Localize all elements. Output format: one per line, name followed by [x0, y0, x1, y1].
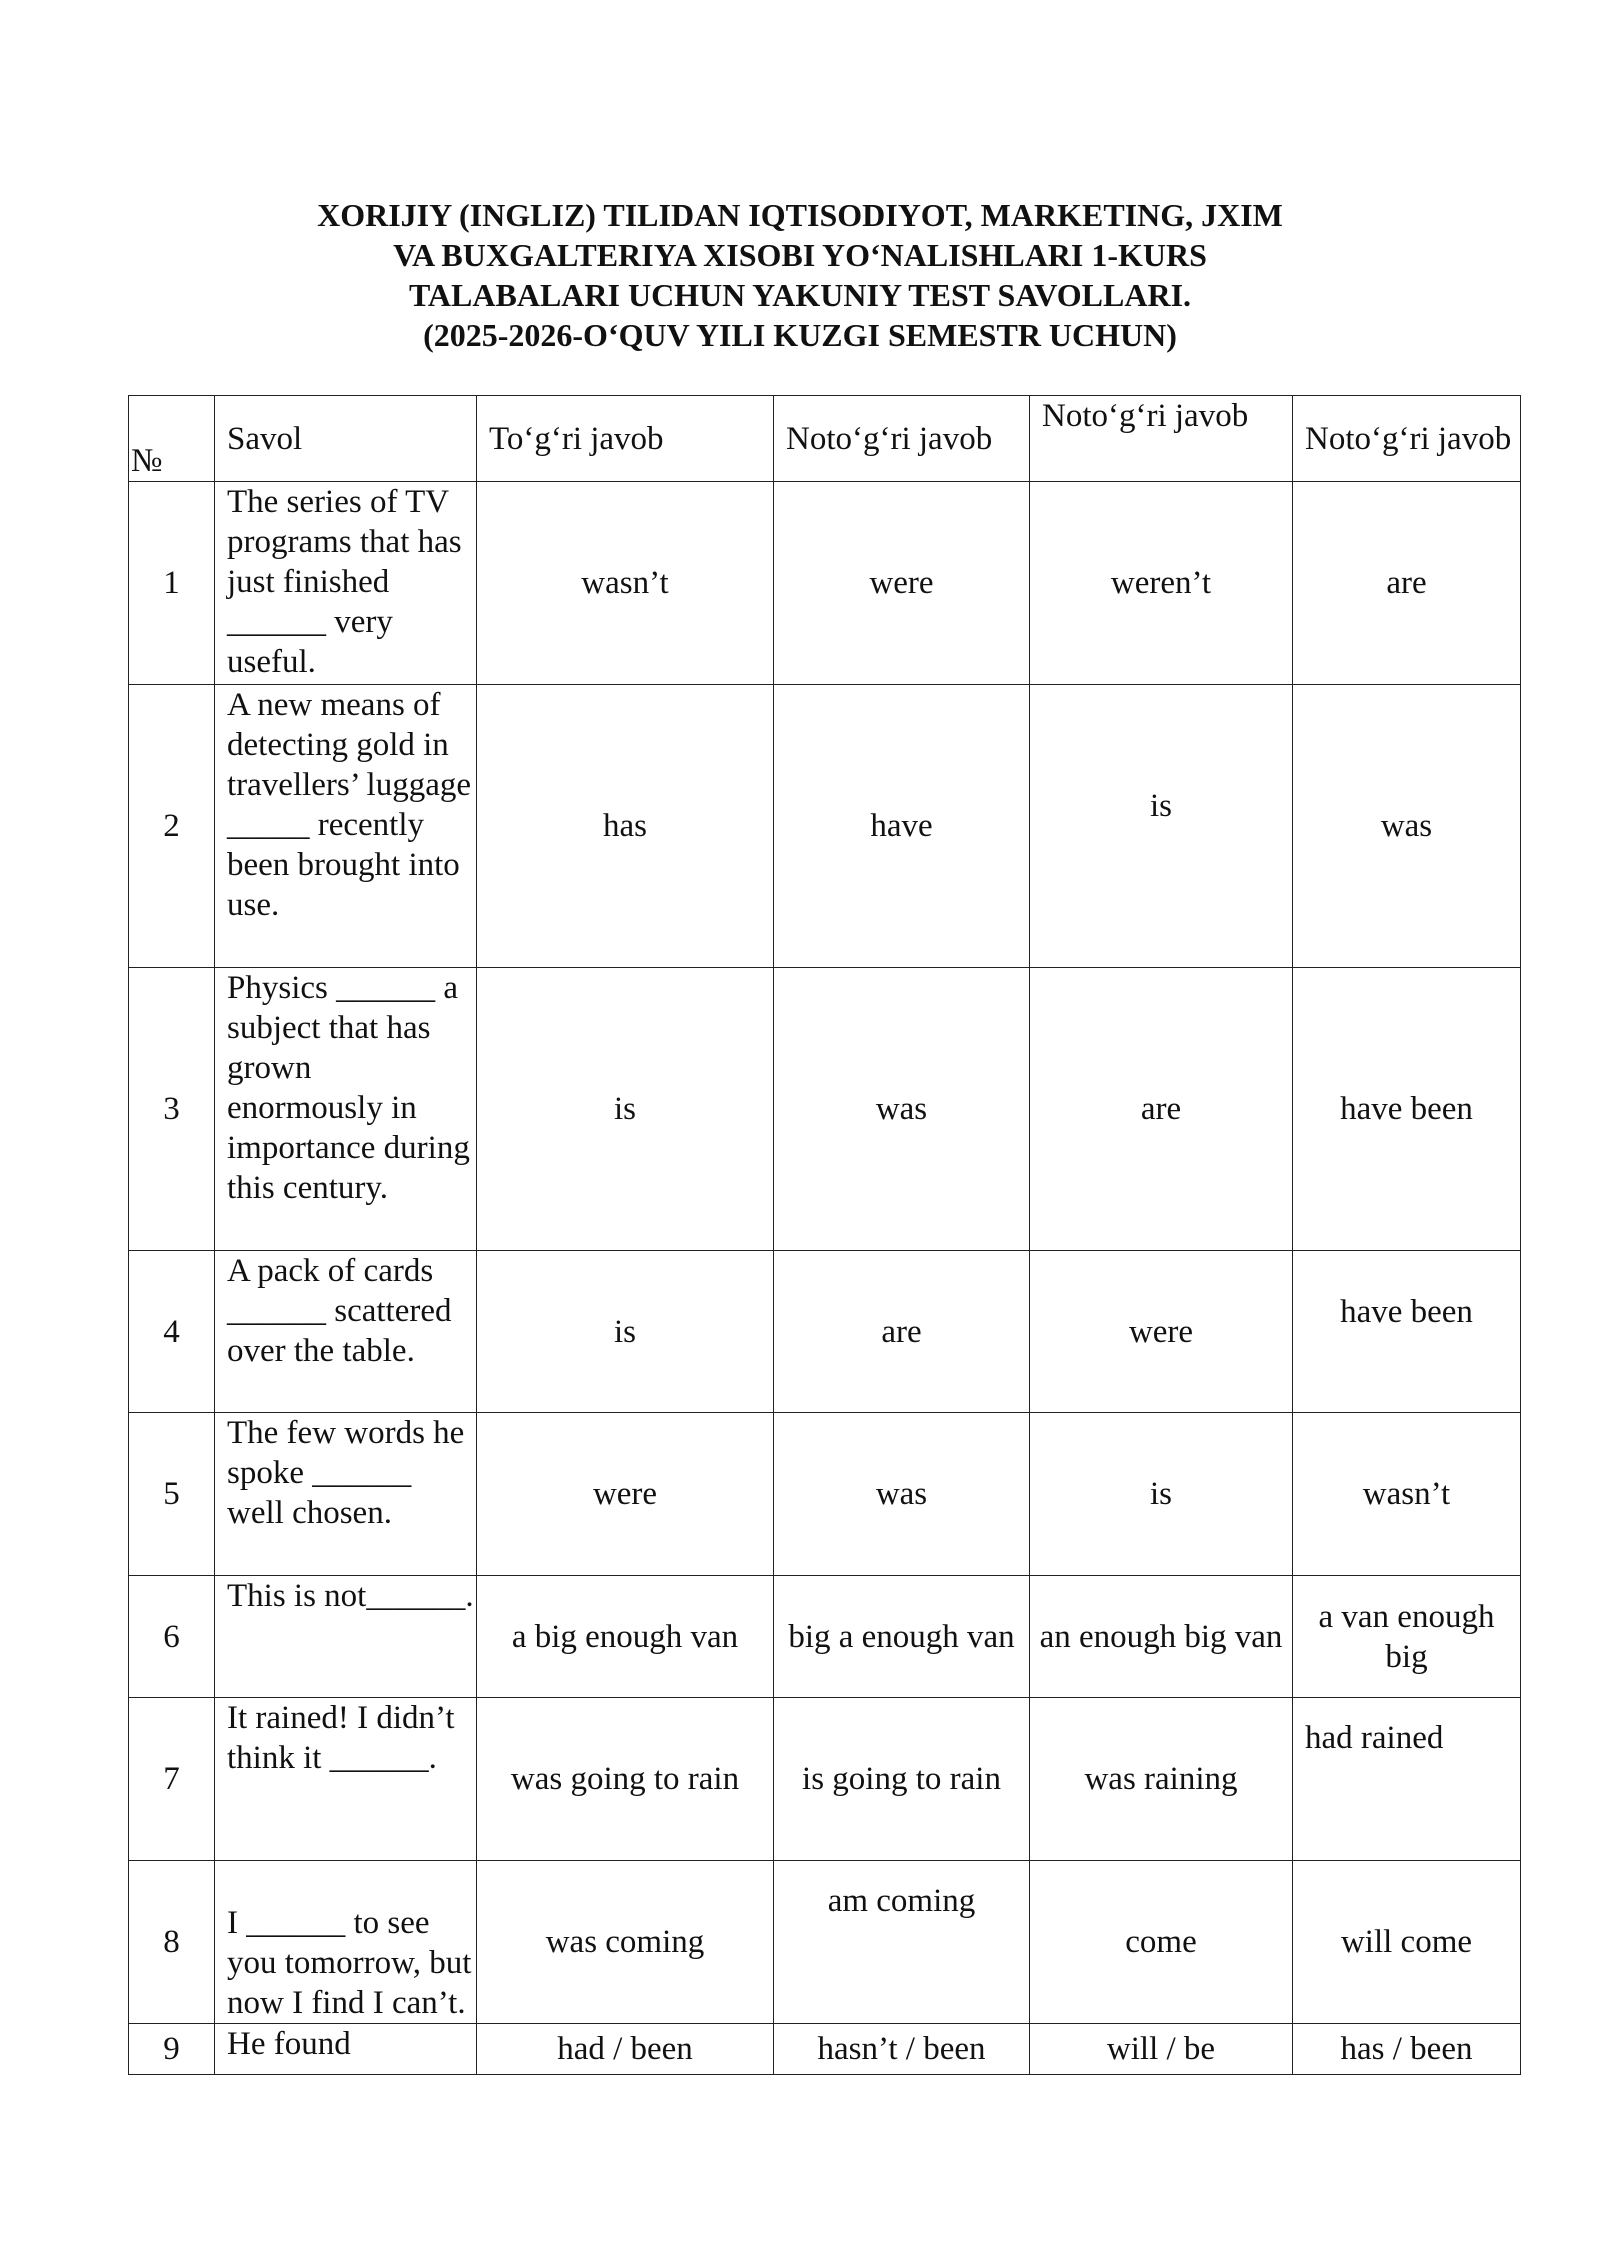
- question-text: Physics ______ a subject that has grown enormously in importance during this century.: [215, 968, 477, 1251]
- wrong-answer-1: was: [774, 968, 1030, 1251]
- correct-answer: had / been: [477, 2024, 774, 2075]
- title-line: VA BUXGALTERIYA XISOBI YO‘NALISHLARI 1-KURS: [393, 237, 1207, 273]
- wrong-answer-1: were: [774, 482, 1030, 685]
- wrong-answer-2: will / be: [1030, 2024, 1293, 2075]
- header-wrong-answer-3: Noto‘g‘ri javob: [1293, 396, 1521, 482]
- title-line: TALABALARI UCHUN YAKUNIY TEST SAVOLLARI.: [408, 277, 1192, 313]
- question-text: The few words he spoke ______ well chosen.: [215, 1413, 477, 1576]
- wrong-answer-3: had rained: [1293, 1698, 1521, 1861]
- question-text: A new means of detecting gold in travellers’ luggage _____ recently been brought into use.: [215, 685, 477, 968]
- correct-answer: wasn’t: [477, 482, 774, 685]
- header-question: Savol: [215, 396, 477, 482]
- row-number: 5: [129, 1413, 215, 1576]
- correct-answer: was coming: [477, 1861, 774, 2024]
- title-line: (2025-2026-O‘QUV YILI KUZGI SEMESTR UCHUN): [423, 317, 1177, 353]
- table-row: [129, 1861, 1521, 2024]
- row-number: 9: [129, 2024, 215, 2075]
- table-row: [129, 1251, 1521, 1413]
- table-row: [129, 685, 1521, 968]
- table-row: [129, 968, 1521, 1251]
- question-text: He found: [215, 2024, 477, 2075]
- question-text: A pack of cards ______ scattered over the table.: [215, 1251, 477, 1413]
- correct-answer: was going to rain: [477, 1698, 774, 1861]
- wrong-answer-3: a van enough big: [1293, 1576, 1521, 1698]
- header-correct-answer: To‘g‘ri javob: [477, 396, 774, 482]
- wrong-answer-3: has / been: [1293, 2024, 1521, 2075]
- question-text: This is not______.: [215, 1576, 477, 1698]
- wrong-answer-3: will come: [1293, 1861, 1521, 2024]
- row-number: 8: [129, 1861, 215, 2024]
- header-wrong-answer-2: Noto‘g‘ri javob: [1030, 396, 1293, 482]
- wrong-answer-2: weren’t: [1030, 482, 1293, 685]
- row-number: 2: [129, 685, 215, 968]
- wrong-answer-2: is: [1030, 1413, 1293, 1576]
- wrong-answer-1: was: [774, 1413, 1030, 1576]
- header-number: №: [129, 396, 215, 482]
- wrong-answer-2: is: [1030, 685, 1293, 968]
- table-row: [129, 482, 1521, 685]
- wrong-answer-2: an enough big van: [1030, 1576, 1293, 1698]
- wrong-answer-3: are: [1293, 482, 1521, 685]
- correct-answer: were: [477, 1413, 774, 1576]
- row-number: 6: [129, 1576, 215, 1698]
- row-number: 4: [129, 1251, 215, 1413]
- wrong-answer-1: hasn’t / been: [774, 2024, 1030, 2075]
- wrong-answer-1: is going to rain: [774, 1698, 1030, 1861]
- correct-answer: has: [477, 685, 774, 968]
- row-number: 1: [129, 482, 215, 685]
- test-questions-table: [128, 395, 1521, 2075]
- question-text: It rained! I didn’t think it ______.: [215, 1698, 477, 1861]
- question-text: The series of TV programs that has just finished ______ very useful.: [215, 482, 477, 685]
- table-row: [129, 1698, 1521, 1861]
- row-number: 3: [129, 968, 215, 1251]
- correct-answer: is: [477, 968, 774, 1251]
- wrong-answer-2: were: [1030, 1251, 1293, 1413]
- wrong-answer-3: have been: [1293, 968, 1521, 1251]
- question-text: I ______ to see you tomorrow, but now I find I can’t.: [215, 1861, 477, 2024]
- wrong-answer-1: are: [774, 1251, 1030, 1413]
- header-row: [129, 396, 1521, 482]
- wrong-answer-3: have been: [1293, 1251, 1521, 1413]
- row-number: 7: [129, 1698, 215, 1861]
- page-title: [128, 195, 1472, 355]
- wrong-answer-2: was raining: [1030, 1698, 1293, 1861]
- wrong-answer-1: am coming: [774, 1861, 1030, 2024]
- correct-answer: is: [477, 1251, 774, 1413]
- wrong-answer-3: was: [1293, 685, 1521, 968]
- wrong-answer-1: have: [774, 685, 1030, 968]
- wrong-answer-2: come: [1030, 1861, 1293, 2024]
- correct-answer: a big enough van: [477, 1576, 774, 1698]
- wrong-answer-2: are: [1030, 968, 1293, 1251]
- header-wrong-answer-1: Noto‘g‘ri javob: [774, 396, 1030, 482]
- table-row: [129, 1576, 1521, 1698]
- wrong-answer-1: big a enough van: [774, 1576, 1030, 1698]
- table-row: [129, 1413, 1521, 1576]
- title-line: XORIJIY (INGLIZ) TILIDAN IQTISODIYOT, MARKETING, JXIM: [317, 197, 1283, 233]
- table-row: [129, 2024, 1521, 2075]
- wrong-answer-3: wasn’t: [1293, 1413, 1521, 1576]
